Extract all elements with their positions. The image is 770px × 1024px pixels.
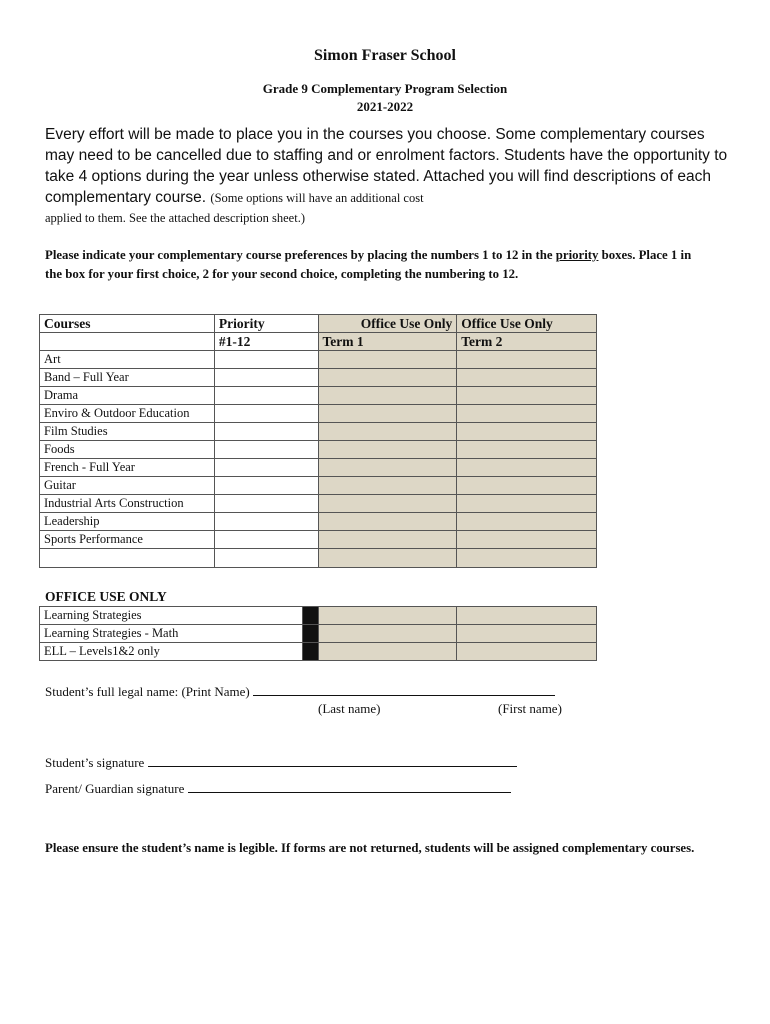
term1-cell xyxy=(318,423,457,441)
intro-main: Every effort will be made to place you in the courses you choose. Some complementary courses may need to be cancelled due to staffing and or enrolment factors. Students have the opportunity to take 4 options during the year unless otherwise stated. Attached you will find descriptions of each complementary course. xyxy=(45,126,728,206)
course-row xyxy=(40,477,597,495)
term2-cell xyxy=(457,441,597,459)
term1-cell xyxy=(318,477,457,495)
term1-cell xyxy=(318,513,457,531)
course-name: Art xyxy=(40,351,215,369)
course-name xyxy=(40,549,215,568)
term2-cell xyxy=(457,549,597,568)
term1-cell xyxy=(318,351,457,369)
last-name-caption: (Last name) xyxy=(318,701,381,716)
term2-cell xyxy=(457,495,597,513)
intro-paragraph xyxy=(45,124,735,227)
course-row xyxy=(40,405,597,423)
course-name: French - Full Year xyxy=(40,459,215,477)
office-row xyxy=(40,625,597,643)
col-term1-subheader: Term 1 xyxy=(318,333,457,351)
priority-cell[interactable] xyxy=(214,387,318,405)
course-row xyxy=(40,459,597,477)
office-row xyxy=(40,643,597,661)
priority-cell[interactable] xyxy=(214,405,318,423)
course-name: Guitar xyxy=(40,477,215,495)
office-row-label: Learning Strategies - Math xyxy=(40,625,303,643)
blocked-cell xyxy=(302,625,318,643)
footer-note: Please ensure the student’s name is legible. If forms are not returned, students will be assigned complementary courses. xyxy=(45,841,695,855)
first-name-caption: (First name) xyxy=(498,701,562,716)
course-name: Film Studies xyxy=(40,423,215,441)
office-row-label: ELL – Levels1&2 only xyxy=(40,643,303,661)
priority-cell[interactable] xyxy=(214,495,318,513)
col-courses-header: Courses xyxy=(40,315,215,333)
priority-cell[interactable] xyxy=(214,549,318,568)
instructions-after: boxes. Place 1 in the box for your first choice, 2 for your second choice, completing the numbering to 12. xyxy=(45,248,692,281)
course-name: Band – Full Year xyxy=(40,369,215,387)
term1-cell xyxy=(318,531,457,549)
course-row xyxy=(40,351,597,369)
student-signature-input[interactable] xyxy=(148,753,517,767)
priority-cell[interactable] xyxy=(214,459,318,477)
course-row xyxy=(40,549,597,568)
form-subtitle: Grade 9 Complementary Program Selection xyxy=(262,81,508,96)
course-row xyxy=(40,513,597,531)
name-line xyxy=(45,682,555,700)
col-term2-header: Office Use Only xyxy=(457,315,597,333)
intro-note-part1: (Some options will have an additional cost xyxy=(210,191,424,205)
priority-cell[interactable] xyxy=(214,513,318,531)
office-use-label: OFFICE USE ONLY xyxy=(45,589,167,604)
col-term2-subheader: Term 2 xyxy=(457,333,597,351)
term1-cell xyxy=(318,405,457,423)
office-term1-cell xyxy=(318,625,457,643)
course-name: Sports Performance xyxy=(40,531,215,549)
name-label: Student’s full legal name: (Print Name) xyxy=(45,684,250,699)
priority-cell[interactable] xyxy=(214,369,318,387)
course-row xyxy=(40,369,597,387)
parent-signature-input[interactable] xyxy=(188,779,511,793)
term1-cell xyxy=(318,441,457,459)
course-name: Drama xyxy=(40,387,215,405)
course-table xyxy=(39,314,597,568)
name-input-line[interactable] xyxy=(253,682,555,696)
office-table xyxy=(39,606,597,661)
term1-cell xyxy=(318,459,457,477)
course-name: Foods xyxy=(40,441,215,459)
office-row xyxy=(40,607,597,625)
parent-signature-label: Parent/ Guardian signature xyxy=(45,781,185,796)
course-row xyxy=(40,441,597,459)
office-row-label: Learning Strategies xyxy=(40,607,303,625)
blocked-cell xyxy=(302,643,318,661)
term2-cell xyxy=(457,369,597,387)
course-name: Enviro & Outdoor Education xyxy=(40,405,215,423)
term1-cell xyxy=(318,387,457,405)
priority-cell[interactable] xyxy=(214,351,318,369)
office-term1-cell xyxy=(318,607,457,625)
instructions-before: Please indicate your complementary course preferences by placing the numbers 1 to 12 in the xyxy=(45,248,556,262)
priority-cell[interactable] xyxy=(214,423,318,441)
course-row xyxy=(40,387,597,405)
office-term2-cell xyxy=(457,643,597,661)
school-year: 2021-2022 xyxy=(356,99,414,114)
term2-cell xyxy=(457,405,597,423)
course-row xyxy=(40,531,597,549)
term2-cell xyxy=(457,459,597,477)
parent-signature-line xyxy=(45,779,511,797)
instructions-priority: priority xyxy=(555,248,599,262)
intro-note-part2: applied to them. See the attached description sheet.) xyxy=(45,211,305,225)
course-name: Industrial Arts Construction xyxy=(40,495,215,513)
student-signature-label: Student’s signature xyxy=(45,755,145,770)
term2-cell xyxy=(457,423,597,441)
instructions xyxy=(45,246,705,284)
office-term1-cell xyxy=(318,643,457,661)
term1-cell xyxy=(318,495,457,513)
form-title: Simon Fraser School xyxy=(314,47,456,64)
blocked-cell xyxy=(302,607,318,625)
term2-cell xyxy=(457,351,597,369)
priority-cell[interactable] xyxy=(214,477,318,495)
course-name: Leadership xyxy=(40,513,215,531)
col-courses-header-blank xyxy=(40,333,215,351)
priority-cell[interactable] xyxy=(214,441,318,459)
term2-cell xyxy=(457,477,597,495)
col-priority-subheader: #1-12 xyxy=(214,333,318,351)
student-signature-line xyxy=(45,753,517,771)
term1-cell xyxy=(318,549,457,568)
term2-cell xyxy=(457,531,597,549)
col-priority-header: Priority xyxy=(214,315,318,333)
priority-cell[interactable] xyxy=(214,531,318,549)
col-term1-header: Office Use Only xyxy=(318,315,457,333)
term2-cell xyxy=(457,387,597,405)
course-row xyxy=(40,495,597,513)
office-term2-cell xyxy=(457,607,597,625)
term2-cell xyxy=(457,513,597,531)
office-term2-cell xyxy=(457,625,597,643)
term1-cell xyxy=(318,369,457,387)
course-row xyxy=(40,423,597,441)
